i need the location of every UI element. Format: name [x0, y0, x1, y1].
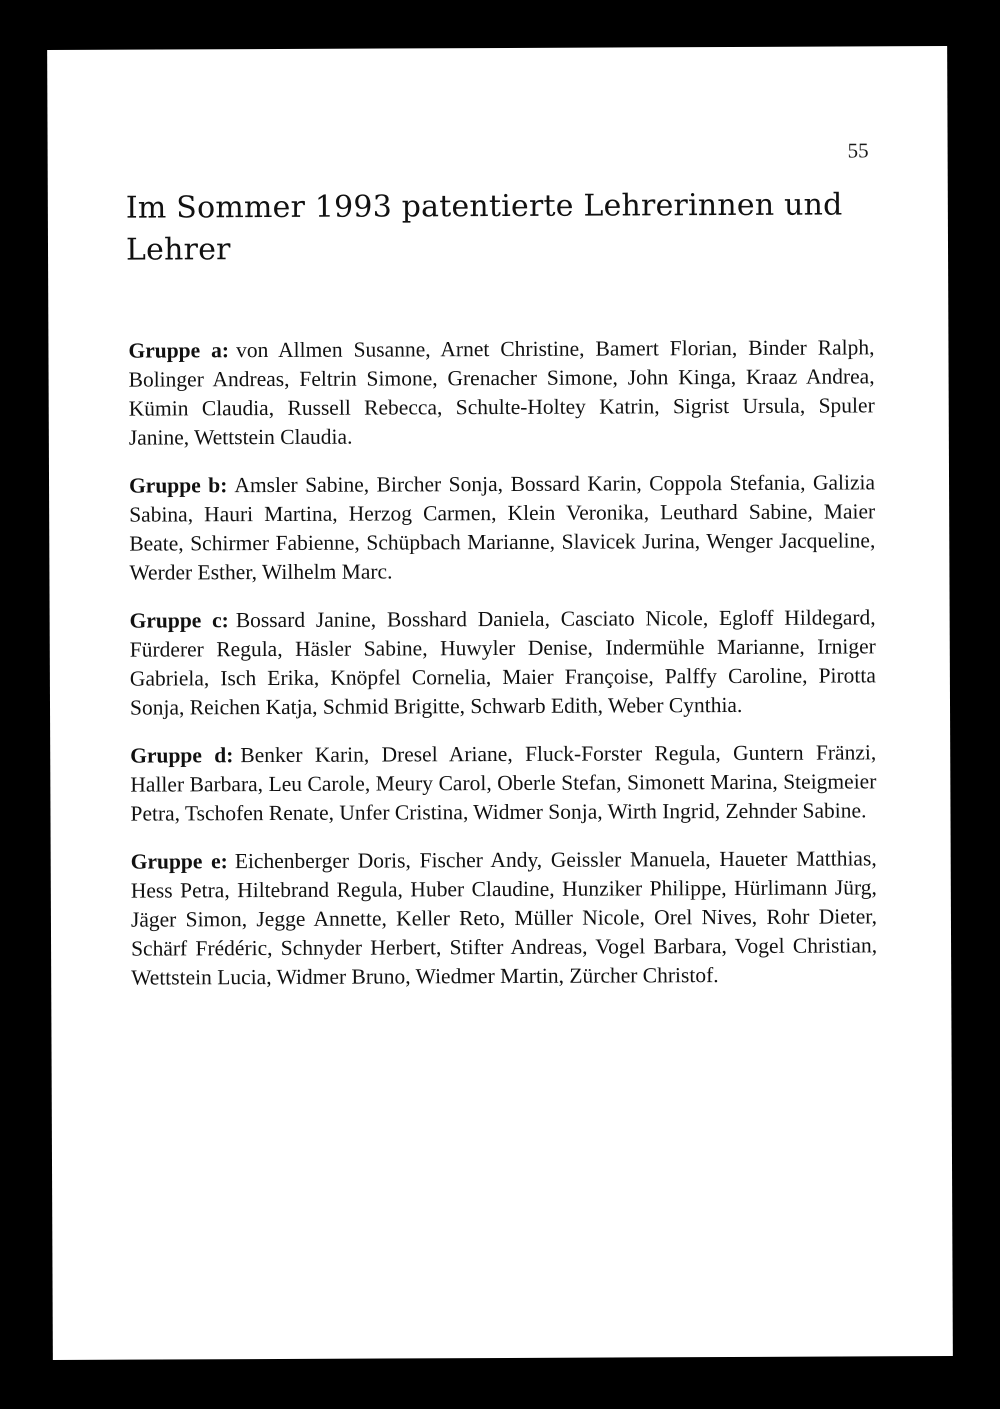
group-b-label: Gruppe b:: [128, 473, 228, 498]
group-d-label: Gruppe d:: [130, 743, 234, 768]
group-a-paragraph: [128, 333, 874, 452]
group-b-names: Amsler Sabine, Bircher Sonja, Bossard Karin, Coppola Stefania, Galizia Sabina, Hauri Martina, Herzog Carmen, Klein Veronika, Leuthard Sabine, Maier Beate, Schirmer Fabienne, Schüpbach Marianne, Slavicek Jurina, Wenger Jacqueline, Werder Esther, Wilhelm Marc.: [129, 470, 876, 585]
group-c-label: Gruppe c:: [129, 608, 229, 633]
group-d-paragraph: [130, 738, 876, 828]
page-title: Im Sommer 1993 patentierte Lehrerinnen und Lehrer: [125, 187, 843, 268]
group-list: [128, 333, 877, 1011]
group-d-names: Benker Karin, Dresel Ariane, Fluck-Forster Regula, Guntern Fränzi, Haller Barbara, Leu Carole, Meury Carol, Oberle Stefan, Simonett Marina, Steigmeier Petra, Tschofen Renate, Unfer Cristina, Widmer Sonja, Wirth Ingrid, Zehnder Sabine.: [130, 740, 877, 826]
page-number: 55: [847, 138, 869, 163]
group-a-names: von Allmen Susanne, Arnet Christine, Bamert Florian, Binder Ralph, Bolinger Andreas, Feltrin Simone, Grenacher Simone, John Kinga, Kraaz Andrea, Kümin Claudia, Russell Rebecca, Schulte-Holtey Katrin, Sigrist Ursula, Spuler Janine, Wettstein Claudia.: [128, 335, 875, 450]
group-e-label: Gruppe e:: [130, 849, 228, 874]
group-b-paragraph: [129, 468, 875, 587]
group-e-paragraph: [131, 844, 878, 992]
document-page: [47, 46, 953, 1360]
group-c-names: Bossard Janine, Bosshard Daniela, Casciato Nicole, Egloff Hildegard, Fürderer Regula, Häsler Sabine, Huwyler Denise, Indermühle Marianne, Irniger Gabriela, Isch Erika, Knöpfel Cornelia, Maier Françoise, Palffy Caroline, Pirotta Sonja, Reichen Katja, Schmid Brigitte, Schwarb Edith, Weber Cynthia.: [129, 605, 876, 720]
group-c-paragraph: [130, 603, 876, 722]
group-e-names: Eichenberger Doris, Fischer Andy, Geissler Manuela, Haueter Matthias, Hess Petra, Hiltebrand Regula, Huber Claudine, Hunziker Philippe, Hürlimann Jürg, Jäger Simon, Jegge Annette, Keller Reto, Müller Nicole, Orel Nives, Rohr Dieter, Schärf Frédéric, Schnyder Herbert, Stifter Andreas, Vogel Barbara, Vogel Christian, Wettstein Lucia, Widmer Bruno, Wiedmer Martin, Zürcher Christof.: [130, 846, 878, 990]
group-a-label: Gruppe a:: [128, 338, 230, 363]
